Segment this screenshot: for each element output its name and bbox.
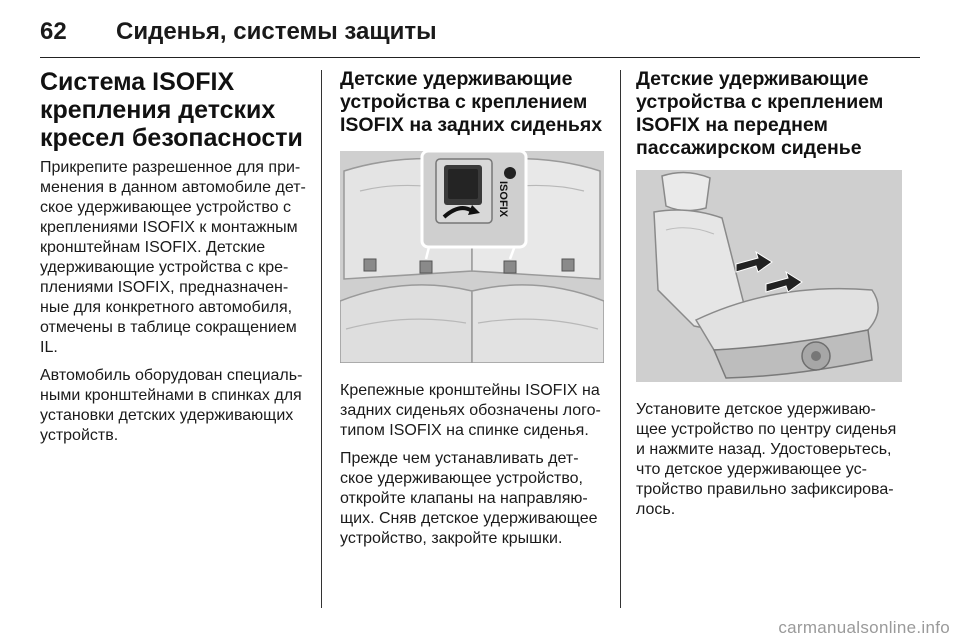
isofix-label: ISOFIX bbox=[497, 181, 509, 218]
rear-seat-illustration bbox=[340, 151, 604, 363]
section-title: Сиденья, системы защиты bbox=[116, 18, 437, 45]
paragraph-vehicle-equipped: Автомобиль оборудован специаль-ными кронштейнами в спинках для установки детских удерживающих устройств. bbox=[40, 367, 303, 444]
column-rear-seats bbox=[340, 68, 604, 557]
column-front-seat bbox=[636, 68, 906, 528]
column-divider-1 bbox=[321, 70, 322, 608]
column-divider-2 bbox=[620, 70, 621, 608]
page-header bbox=[40, 14, 920, 50]
page-number: 62 bbox=[40, 18, 67, 45]
front-seat-illustration bbox=[636, 170, 902, 382]
paragraph-front-seat-install: Установите детское удерживаю-щее устройство по центру сиденья и нажмите назад. Удостоверьтесь, что детское удерживающее ус-тройство правильно зафиксирова-лось. bbox=[636, 401, 897, 518]
paragraph-rear-flaps: Прежде чем устанавливать дет-ское удерживающее устройство, откройте клапаны на направляю-щих. Сняв детское удерживающее устройство, закройте крышки. bbox=[340, 450, 598, 547]
figure-front-seat-isofix bbox=[636, 170, 902, 382]
watermark: carmanualsonline.info bbox=[778, 618, 950, 637]
heading-rear-seats: Детские удерживающие устройства с креплением ISOFIX на задних сиденьях bbox=[340, 68, 603, 136]
heading-front-seat: Детские удерживающие устройства с креплением ISOFIX на переднем пассажирском сиденье bbox=[636, 68, 884, 159]
column-isofix-intro bbox=[40, 68, 310, 454]
heading-isofix-system: Система ISOFIX крепления детских кресел безопасности bbox=[40, 68, 303, 152]
paragraph-isofix-intro: Прикрепите разрешенное для при-менения в данном автомобиле дет-ское удерживающее устройство с креплениями ISOFIX к монтажным кронштейнам ISOFIX. Детские удерживающие устройства с кре-плениями ISOFIX, предназначен-ные для конкретного автомобиля, отмечены в таблице сокращением IL. bbox=[40, 159, 306, 356]
header-rule bbox=[40, 57, 920, 58]
figure-rear-seat-isofix bbox=[340, 151, 604, 363]
paragraph-rear-anchors: Крепежные кронштейны ISOFIX на задних сиденьях обозначены лого-типом ISOFIX на спинке сиденья. bbox=[340, 382, 601, 439]
